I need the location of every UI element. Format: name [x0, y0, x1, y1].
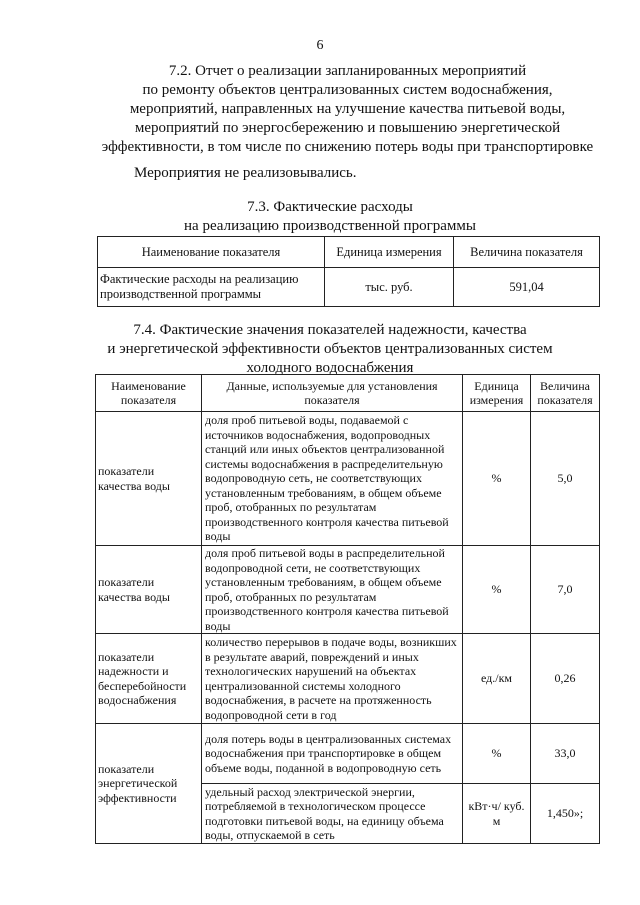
indicator-value: 33,0	[531, 724, 600, 784]
table-row	[96, 412, 600, 546]
header-cell: Наименование показателя	[96, 375, 202, 412]
section-7-3-title	[60, 198, 600, 236]
page-number: 6	[316, 38, 324, 53]
title-line: 7.2. Отчет о реализации запланированных мероприятий	[168, 63, 527, 79]
title-line: эффективности, в том числе по снижению потерь воды при транспортировке	[101, 139, 594, 155]
expenses-table	[97, 236, 600, 307]
indicator-value: 1,450»;	[531, 784, 600, 844]
title-line: 7.3. Фактические расходы	[247, 199, 413, 215]
header-cell: Величина показателя	[454, 237, 600, 268]
indicator-unit: ед./км	[463, 634, 531, 724]
title-line: по ремонту объектов централизованных систем водоснабжения,	[142, 82, 553, 98]
indicator-value: 7,0	[531, 546, 600, 634]
table-row	[96, 634, 600, 724]
indicator-unit: тыс. руб.	[325, 268, 454, 307]
indicator-description: доля потерь воды в централизованных системах водоснабжения при транспортировке в общем объеме воды, поданной в водопроводную сеть	[202, 724, 463, 784]
title-line: и энергетической эффективности объектов централизованных систем	[107, 341, 553, 357]
section-7-2-note: Мероприятия не реализовывались.	[134, 165, 357, 181]
table-header-row	[96, 375, 600, 412]
indicator-value: 0,26	[531, 634, 600, 724]
header-cell: Величина показателя	[531, 375, 600, 412]
indicator-name: показатели надежности и бесперебойности водоснабжения	[96, 634, 202, 724]
indicator-description: количество перерывов в подаче воды, возникших в результате аварий, повреждений и иных технологических нарушений на объектах централизованной системы холодного водоснабжения, в расчете на протяженность водопроводной сети в год	[202, 634, 463, 724]
header-cell: Наименование показателя	[98, 237, 325, 268]
title-line: 7.4. Фактические значения показателей надежности, качества	[133, 322, 527, 338]
indicator-description: доля проб питьевой воды, подаваемой с источников водоснабжения, водопроводных станций или иных объектов централизованной системы водоснабжения в распределительную водопроводную сеть, не соответствующих установленным требованиям, в общем объеме проб, отобранных по результатам производственного контроля качества питьевой воды	[202, 412, 463, 546]
header-cell: Единица измерения	[325, 237, 454, 268]
indicator-name: показатели качества воды	[96, 412, 202, 546]
indicator-unit: кВт·ч/ куб. м	[463, 784, 531, 844]
table-header-row	[98, 237, 600, 268]
title-line: мероприятий по энергосбережению и повышению энергетической	[134, 120, 561, 136]
title-line: мероприятий, направленных на улучшение качества питьевой воды,	[129, 101, 566, 117]
section-7-4-title	[60, 321, 600, 378]
table-row	[98, 268, 600, 307]
table-row	[96, 724, 600, 784]
indicator-name: показатели качества воды	[96, 546, 202, 634]
indicator-unit: %	[463, 412, 531, 546]
indicator-name: Фактические расходы на реализацию производственной программы	[98, 268, 325, 307]
table-row	[96, 546, 600, 634]
indicator-unit: %	[463, 724, 531, 784]
indicator-value: 591,04	[454, 268, 600, 307]
indicator-unit: %	[463, 546, 531, 634]
header-cell: Данные, используемые для установления показателя	[202, 375, 463, 412]
section-7-2-title	[95, 62, 600, 157]
indicator-description: удельный расход электрической энергии, потребляемой в технологическом процессе подготовки питьевой воды, на единицу объема воды, отпускаемой в сеть	[202, 784, 463, 844]
indicator-name: показатели энергетической эффективности	[96, 724, 202, 844]
indicator-value: 5,0	[531, 412, 600, 546]
title-line: холодного водоснабжения	[246, 360, 414, 376]
header-cell: Единица измерения	[463, 375, 531, 412]
title-line: на реализацию производственной программы	[184, 218, 476, 234]
indicator-description: доля проб питьевой воды в распределительной водопроводной сети, не соответствующих установленным требованиям, в общем объеме проб, отобранных по результатам производственного контроля качества питьевой воды	[202, 546, 463, 634]
indicators-table	[95, 374, 600, 844]
